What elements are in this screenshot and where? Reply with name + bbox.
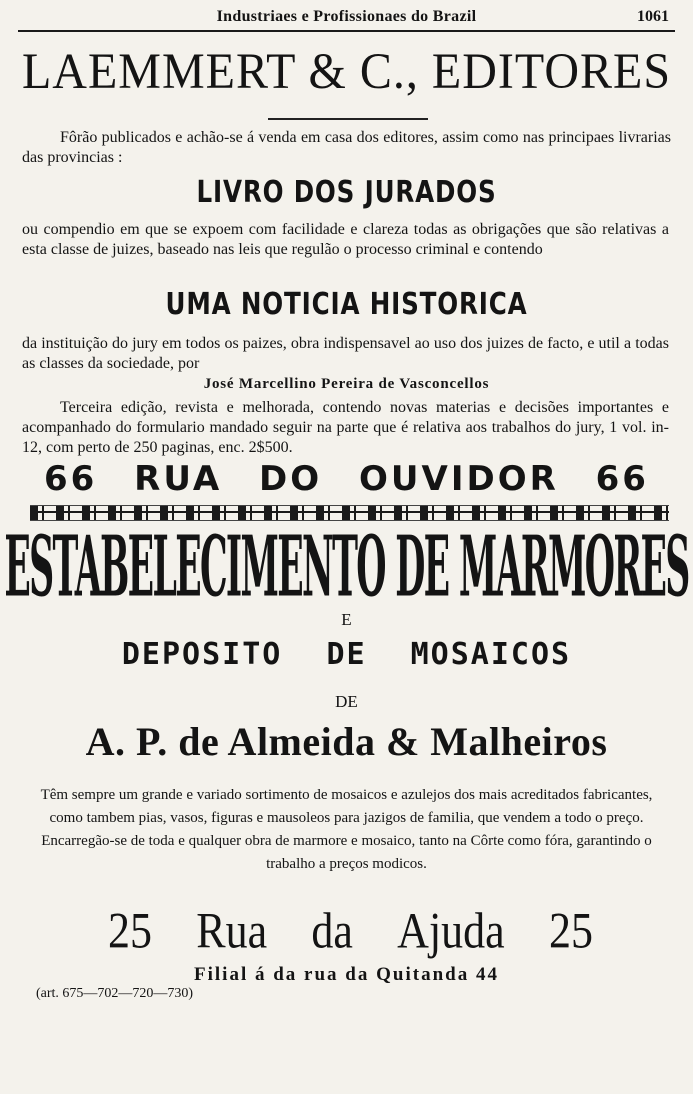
publisher-address [44, 459, 649, 499]
subtitle-word: DEPOSITO [121, 637, 283, 672]
branch-line: Filial á da rua da Quitanda 44 [194, 964, 499, 985]
address-part: Ajuda [397, 902, 505, 959]
subtitle-word: MOSAICOS [410, 637, 572, 672]
book-subtitle: UMA NOTICIA HISTORICA [165, 287, 528, 322]
preposition-de: DE [335, 692, 358, 711]
book-description: ou compendio em que se expoem com facilidade e clareza todas as obrigações que são relativas a esta classe de juizes, baseado nas leis que regulão o processo criminal e contendo [22, 221, 669, 258]
page-number: 1061 [637, 8, 669, 25]
firm-name: A. P. de Almeida & Malheiros [85, 719, 608, 764]
article-reference: (art. 675—702—720—730) [36, 986, 194, 1001]
firm-address [108, 902, 593, 959]
ornamental-border [30, 505, 669, 521]
page-header [18, 6, 675, 32]
address-part: DO [259, 459, 323, 499]
establishment-title: ESTABELECIMENTO DE MARMORES [4, 522, 689, 614]
address-part: 25 [108, 902, 152, 959]
author-name: José Marcellino Pereira de Vasconcellos [203, 376, 490, 392]
firm-description: Têm sempre um grande e variado sortimento de mosaicos e azulejos dos mais acreditados fabricantes, como tambem pias, vasos, figuras e mausoleos para jazigos de familia, que vendem a todo o preço. Encarregão-se de toda e qualquer obra de marmore e mosaico, tanto na Côrte como fóra, garantindo o trabalho a preços modicos. [40, 787, 653, 872]
subtitle-description: da instituição do jury em todos os paizes, obra indispensavel ao uso dos juizes de facto, e util a todas as classes da sociedade, por [22, 335, 669, 372]
address-part: RUA [134, 459, 223, 499]
address-part: Rua [196, 902, 268, 959]
address-part: 25 [548, 902, 593, 959]
subtitle-word: DE [326, 637, 367, 672]
divider-rule [268, 118, 428, 120]
mosaic-deposit-title [0, 637, 693, 672]
book-title: LIVRO DOS JURADOS [196, 175, 497, 210]
marmores-title-wrap [0, 522, 693, 614]
address-part: 66 [44, 459, 98, 499]
address-part: OUVIDOR [359, 459, 559, 499]
running-title: Industriaes e Profissionaes do Brazil [216, 8, 477, 25]
conjunction-e: E [341, 610, 352, 629]
address-part: da [311, 902, 353, 959]
intro-paragraph: Fôrão publicados e achão-se á venda em casa dos editores, assim como nas principaes livrarias das provincias : [22, 129, 671, 166]
edition-paragraph: Terceira edição, revista e melhorada, contendo novas materias e decisões importantes e acompanhado do formulario mandado seguir na parte que é relativa aos trabalhos do jury, 1 vol. in-12, com perto de 250 paginas, enc. 2$500. [22, 399, 669, 456]
address-part: 66 [595, 459, 649, 499]
publisher-name: LAEMMERT & C., EDITORES [21, 43, 672, 100]
